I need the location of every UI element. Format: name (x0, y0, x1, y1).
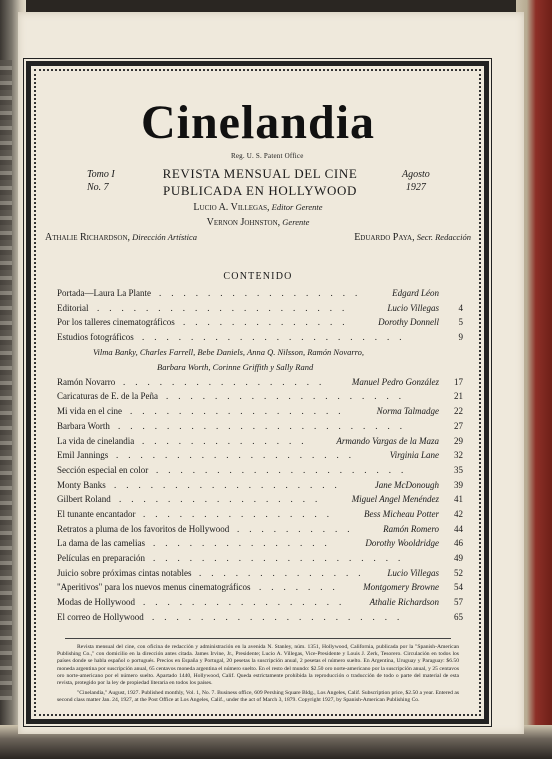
staff-editor-role: Editor Gerente (271, 202, 323, 212)
toc-entry-author: Ramón Romero (383, 523, 439, 534)
photo-studies-names-line-2: Barbara Worth, Corinne Griffith y Sally Rand (157, 361, 314, 372)
toc-entry-title: Gilbert Roland (57, 494, 111, 505)
toc-entry-title: "Aperitivos" para los nuevos menus cinematográficos (57, 582, 251, 593)
masthead-title: Cinelandia (140, 96, 376, 149)
staff-manager (45, 217, 471, 228)
decorative-border (26, 61, 489, 724)
toc-entry-author: Athalie Richardson (369, 597, 439, 608)
toc-entry-title: Modas de Hollywood (57, 597, 135, 608)
footer-rule (65, 638, 451, 639)
toc-entry-title: Sección especial en color (57, 464, 149, 475)
issue-year: 1927 (405, 182, 426, 193)
toc-entry (57, 580, 463, 595)
toc-entry-page: 5 (458, 317, 463, 328)
toc-entry-title: Películas en preparación (57, 553, 145, 563)
toc-entry-title: Monty Banks (57, 479, 106, 490)
toc-entry-author: Virginia Lane (389, 450, 439, 461)
toc-leader-dots: ....... (259, 582, 345, 593)
toc-entry-title: Editorial (57, 302, 89, 313)
toc-entry-author: Dorothy Wooldridge (365, 538, 439, 549)
toc-entry-page: 39 (454, 479, 463, 490)
staff-art-director (45, 232, 197, 243)
toc-entry-title: El correo de Hollywood (57, 611, 144, 622)
toc-leader-dots: ................... (114, 479, 347, 490)
toc-entry (57, 478, 463, 493)
toc-leader-dots: ............... (153, 538, 337, 549)
toc-leader-dots: ..................... (156, 464, 414, 475)
toc-entry-page: 52 (454, 567, 463, 578)
toc-entry-title: Por los talleres cinematográficos (57, 317, 175, 328)
toc-leader-dots: ..................... (153, 553, 411, 563)
toc-entry-page: 29 (454, 435, 463, 446)
toc-entry-title: Juicio sobre próximas cintas notables (57, 567, 192, 578)
toc-leader-dots: .................... (166, 391, 411, 402)
toc-entry (57, 492, 463, 507)
toc-entry-page: 42 (454, 508, 463, 519)
toc-entry-title: Mi vida en el cine (57, 406, 122, 417)
toc-entry-page: 32 (454, 450, 463, 461)
toc-entry (57, 522, 463, 537)
toc-entry-author: Manuel Pedro González (351, 376, 439, 387)
toc-entry-page: 46 (454, 538, 463, 549)
publication-notice-spanish: Revista mensual del cine, con oficina de redacción y administración en la avenida N. Stanley, núm. 1351, Hollywood, California, publicada por la "Spanish-American Publishing Co.," con domicilio en la dirección antes citada. James Irvine, Jr., Presidente; Lucio A. Villegas, Vice-Presidente y Louis J. Zerk, Tesorero. Circulación en todos los países donde se habla español o portugués. Precios en España y Portugal, 20 pesetas la suscripción anual, 2 pesetas el número suelto. En Argentina, Uruguay y Paraguay: $6.50 moneda argentina por suscripción anual, 65 centavos moneda argentina el número suelto. En el resto del mundo: $2.50 oro norte-americano por la suscripción anual, y 25 centavos oro norte-americano por el número suelto. Apartado 1440, Hollywood, Calif. Queda estrictamente prohibida la reproducción o traducción de todo o parte del material de esta revista, protegido por la ley de propiedad literaria en todos los países. (57, 644, 459, 687)
toc-entry (57, 286, 463, 301)
toc-entry-title: Estudios fotográficos (57, 332, 134, 343)
toc-entry-title: El tunante encantador (57, 508, 136, 519)
toc-leader-dots: ..................... (97, 302, 355, 313)
staff-secretary-role: Secr. Redacción (416, 232, 471, 242)
toc-entry-author: Norma Talmadge (376, 406, 439, 417)
toc-leader-dots: ........................ (118, 420, 412, 431)
toc-entry (57, 551, 463, 566)
toc-entry-title: Retratos a pluma de los favoritos de Hollywood (57, 523, 230, 534)
toc-leader-dots: ...................... (142, 332, 412, 343)
toc-entry-page: 22 (454, 406, 463, 417)
staff-manager-name: Vernon Johnston, (206, 217, 281, 228)
toc-leader-dots: ................. (143, 597, 352, 608)
magazine-subtitle (140, 165, 380, 199)
toc-entry (57, 610, 463, 625)
toc-entry (57, 448, 463, 463)
toc-entry (57, 566, 463, 581)
toc-leader-dots: ................. (159, 288, 368, 298)
staff-art-name: Athalie Richardson, (45, 232, 130, 243)
toc-entry-author: Montgomery Browne (363, 582, 439, 593)
toc-entry-page: 65 (454, 611, 463, 622)
page-content (45, 76, 471, 706)
toc-leader-dots: ................. (123, 376, 332, 387)
toc-entry (57, 463, 463, 478)
toc-entry-page: 41 (454, 494, 463, 505)
toc-entry (57, 507, 463, 522)
staff-editor-name: Lucio A. Villegas, (193, 202, 270, 213)
toc-entry (57, 375, 463, 390)
toc-entry (57, 434, 463, 449)
toc-entry-title: Emil Jannings (57, 450, 109, 461)
toc-entry-author: Edgard Léon (392, 288, 439, 298)
toc-entry-title: Portada—Laura La Plante (57, 288, 151, 298)
volume-info (87, 168, 115, 194)
toc-leader-dots: .......... (237, 523, 360, 534)
toc-leader-dots: .................... (116, 450, 361, 461)
toc-entry-page: 35 (454, 464, 463, 475)
toc-entry (57, 595, 463, 610)
toc-entry (57, 301, 463, 316)
publication-notice (57, 644, 459, 705)
toc-entry-page: 54 (454, 582, 463, 593)
toc-entry-page: 4 (458, 302, 463, 313)
volume-label: Tomo I (87, 169, 115, 180)
issue-date (402, 168, 430, 194)
toc-leader-dots: .............. (183, 317, 355, 328)
toc-entry-author: Jane McDonough (374, 479, 439, 490)
toc-entry-title: La vida de cinelandia (57, 435, 135, 446)
toc-entry (57, 315, 463, 330)
toc-entry (57, 389, 463, 404)
toc-entry-page: 21 (454, 391, 463, 402)
toc-entry (57, 404, 463, 419)
toc-entry-author: Miguel Angel Menéndez (351, 494, 439, 505)
issue-month: Agosto (402, 169, 430, 180)
staff-secretary (354, 232, 471, 243)
toc-leader-dots: ................ (143, 508, 339, 519)
toc-entry-page: 17 (454, 376, 463, 387)
table-of-contents (57, 286, 463, 624)
toc-entry-author: Armando Vargas de la Maza (336, 435, 439, 446)
toc-entry-title: Ramón Novarro (57, 376, 116, 387)
toc-heading: CONTENIDO (223, 271, 293, 282)
photo-studies-names-line-1: Vilma Banky, Charles Farrell, Bebe Daniels, Anna Q. Nilsson, Ramón Novarro, (93, 346, 365, 357)
toc-entry-page: 49 (454, 553, 463, 563)
toc-entry-author: Lucio Villegas (387, 567, 439, 578)
toc-entry (57, 419, 463, 434)
toc-entry (57, 536, 463, 551)
staff-editor (45, 202, 471, 213)
toc-entry-page: 44 (454, 523, 463, 534)
toc-entry (57, 330, 463, 345)
subtitle-line-1: REVISTA MENSUAL DEL CINE (162, 166, 358, 181)
staff-secretary-name: Eduardo Paya, (354, 232, 415, 243)
toc-entry-page: 57 (454, 597, 463, 608)
toc-entry-author: Dorothy Donnell (378, 317, 439, 328)
adjacent-page-strip (0, 60, 12, 700)
toc-entry-title: Caricaturas de E. de la Peña (57, 391, 158, 402)
subtitle-line-2: PUBLICADA EN HOLLYWOOD (163, 183, 357, 198)
toc-entry-author: Bess Micheau Potter (364, 508, 439, 519)
issue-number: No. 7 (87, 182, 109, 193)
toc-leader-dots: .................. (130, 406, 351, 417)
toc-entry-author: Lucio Villegas (387, 302, 439, 313)
staff-art-role: Dirección Artística (132, 232, 198, 242)
magazine-page (18, 12, 524, 734)
trademark-notice: Reg. U. S. Patent Office (231, 152, 304, 160)
toc-leader-dots: ................. (119, 494, 328, 505)
publication-notice-english: "Cinelandia," August, 1927. Published monthly, Vol. 1, No. 7. Business office, 609 Pershing Square Bldg., Los Angeles, Calif. Subscription price, $2.50 a year. Entered as second class matter Jan. 24, 1927, at the Post Office at Los Angeles, Calif., under the act of March 3, 1879. Copyright 1927, by Spanish-American Publishing Co. (57, 690, 459, 704)
toc-entry-page: 9 (458, 332, 463, 343)
toc-leader-dots: .............. (199, 567, 371, 578)
toc-leader-dots: ..................... (152, 611, 410, 622)
toc-leader-dots: .............. (142, 435, 314, 446)
toc-entry-title: La dama de las camelias (57, 538, 145, 549)
toc-entry-title: Barbara Worth (57, 420, 110, 431)
toc-entry-page: 27 (454, 420, 463, 431)
staff-manager-role: Gerente (282, 217, 310, 227)
